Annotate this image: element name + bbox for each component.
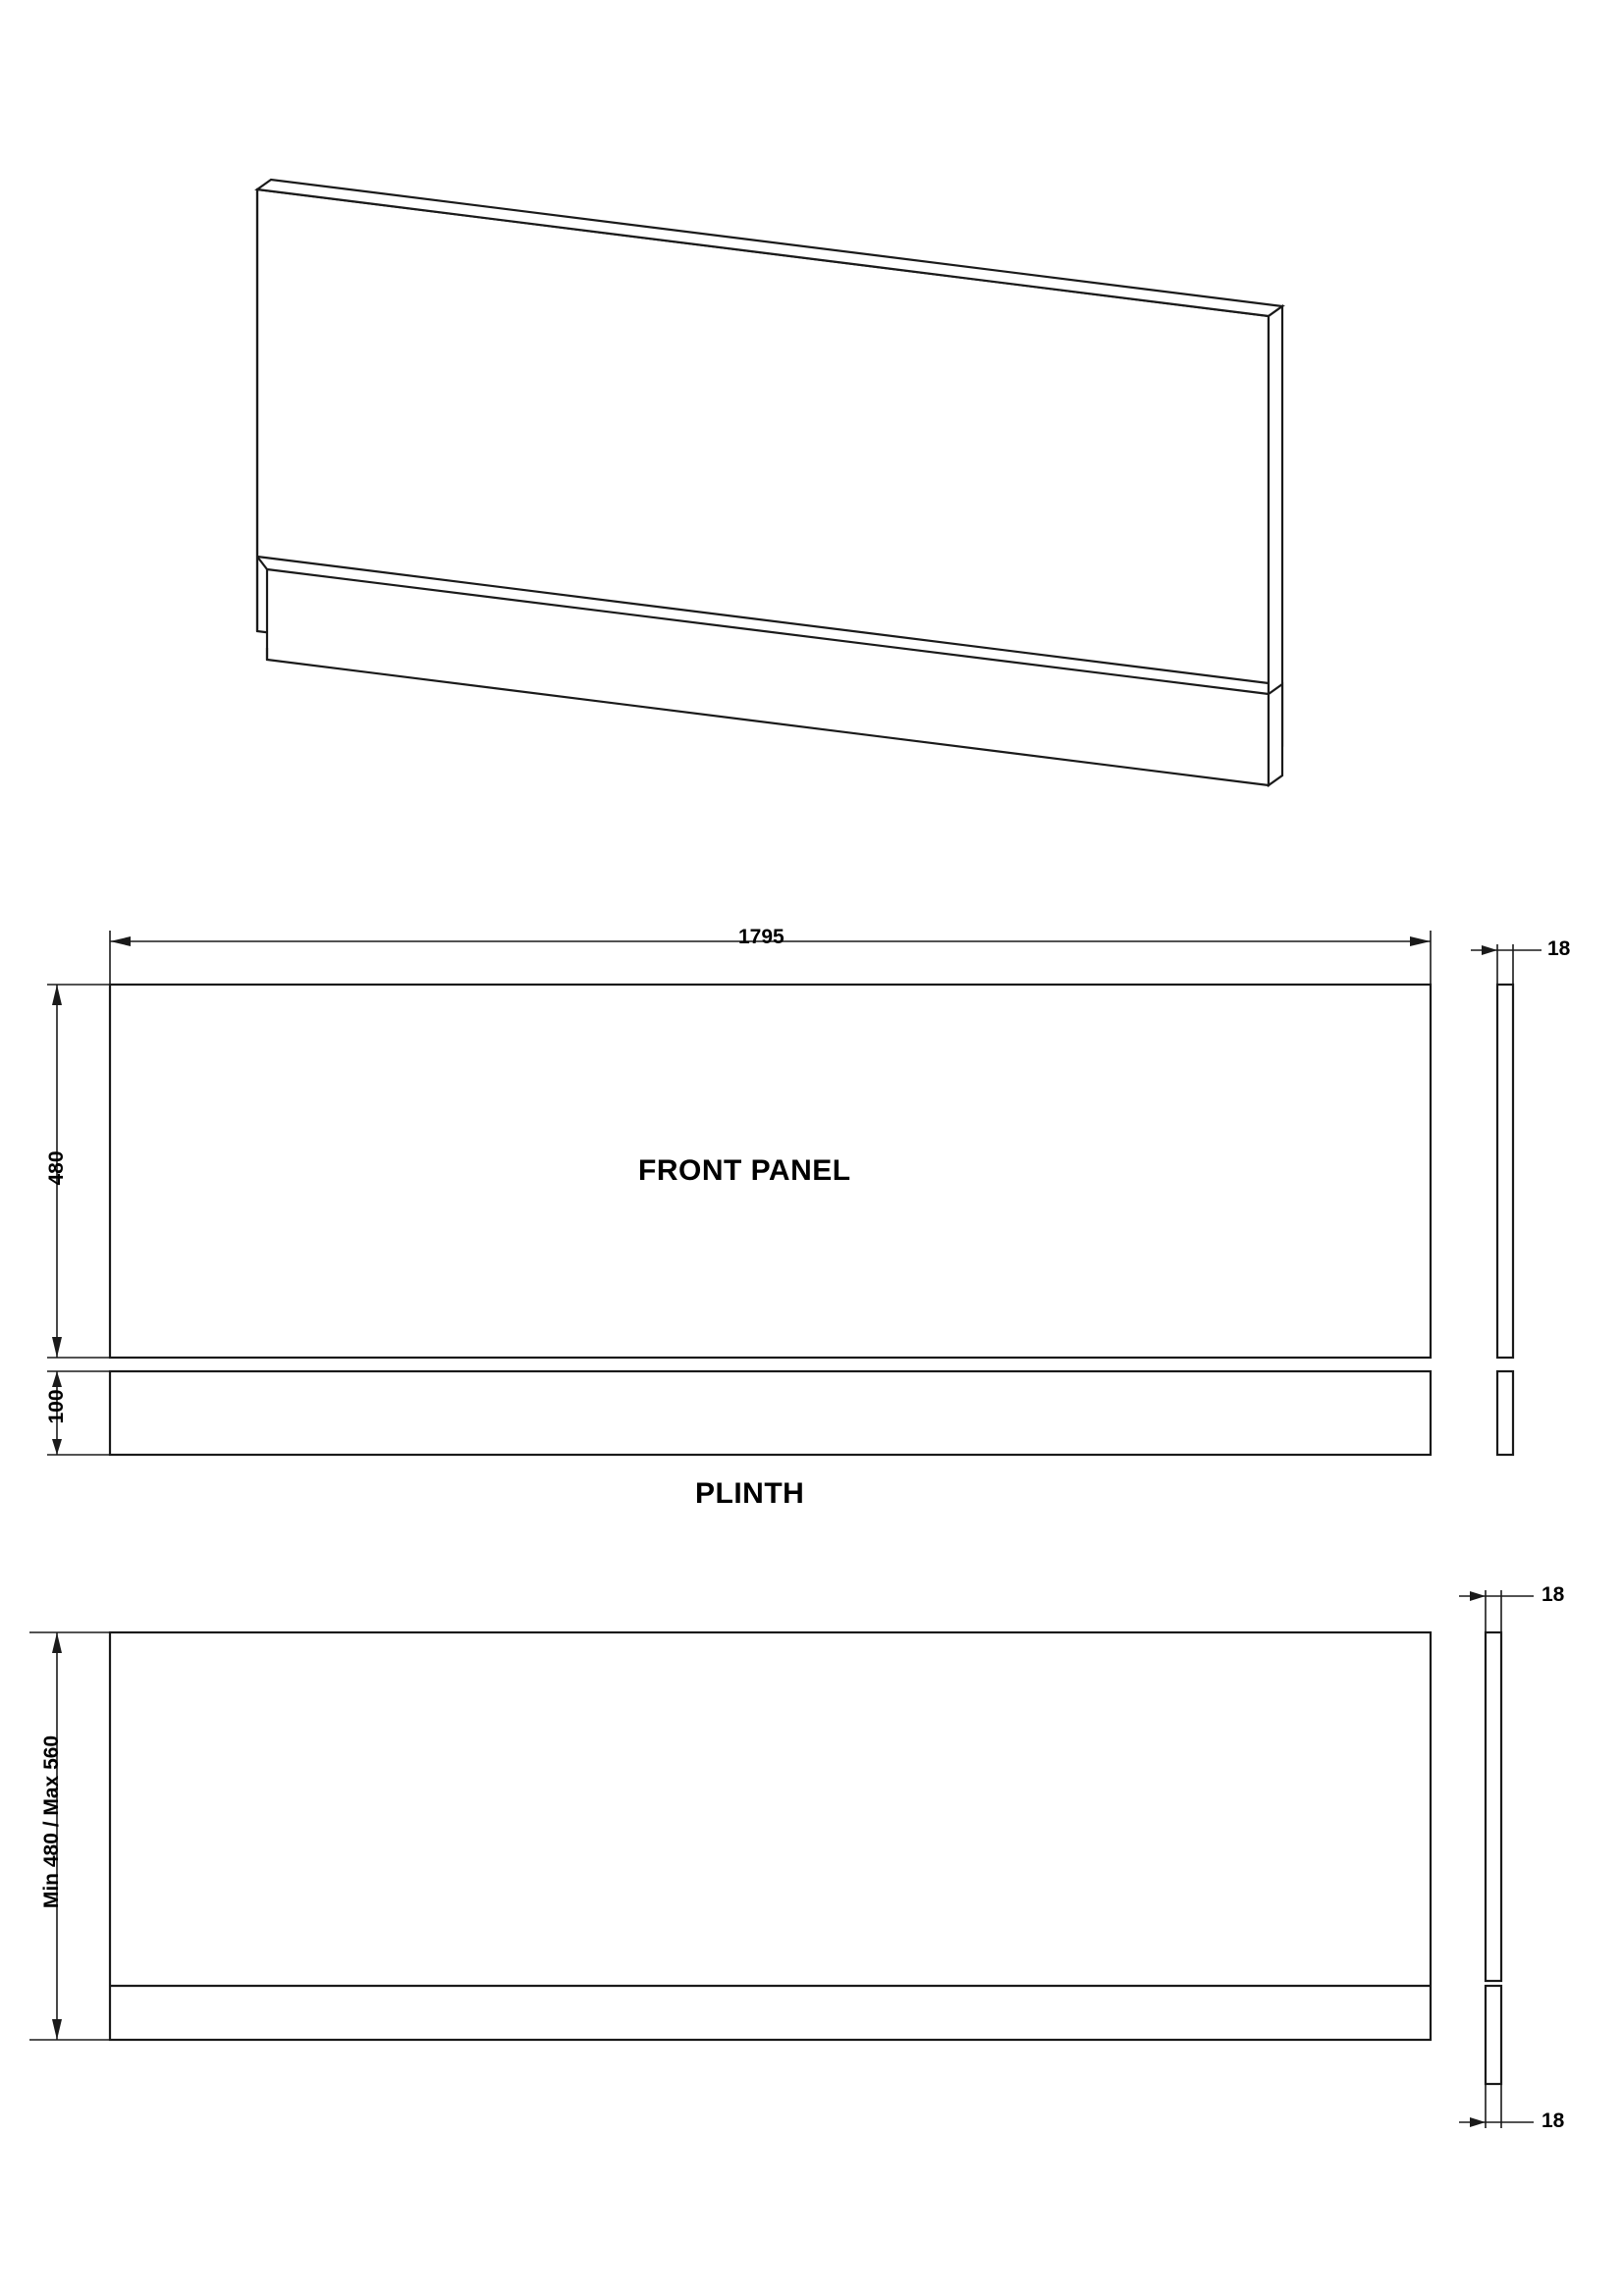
dim-label-assembly-thickness-bottom: 18 (1542, 2109, 1565, 2132)
dim-assembly-thickness-top (1459, 1590, 1534, 1632)
assembly-front-rect (110, 1632, 1431, 2040)
dim-assembly-thickness-bottom (1459, 2084, 1534, 2128)
front-panel-label: FRONT PANEL (638, 1154, 851, 1187)
dim-label-plinth-height: 100 (45, 1389, 68, 1424)
dim-label-assembly-height: Min 480 / Max 560 (40, 1735, 63, 1909)
dim-label-panel-height: 480 (45, 1150, 68, 1186)
isometric-panel-3d (257, 180, 1282, 785)
dim-thickness-18-top (1471, 944, 1542, 985)
plinth-rect (110, 1371, 1431, 1455)
dim-label-thickness-top: 18 (1547, 937, 1571, 960)
side-plinth-thickness (1497, 1371, 1513, 1455)
dim-label-width: 1795 (738, 926, 784, 948)
dim-label-assembly-thickness-top: 18 (1542, 1583, 1565, 1606)
assembly-side-view (1486, 1632, 1501, 2084)
plinth-label: PLINTH (695, 1477, 805, 1510)
side-panel-thickness (1497, 985, 1513, 1358)
